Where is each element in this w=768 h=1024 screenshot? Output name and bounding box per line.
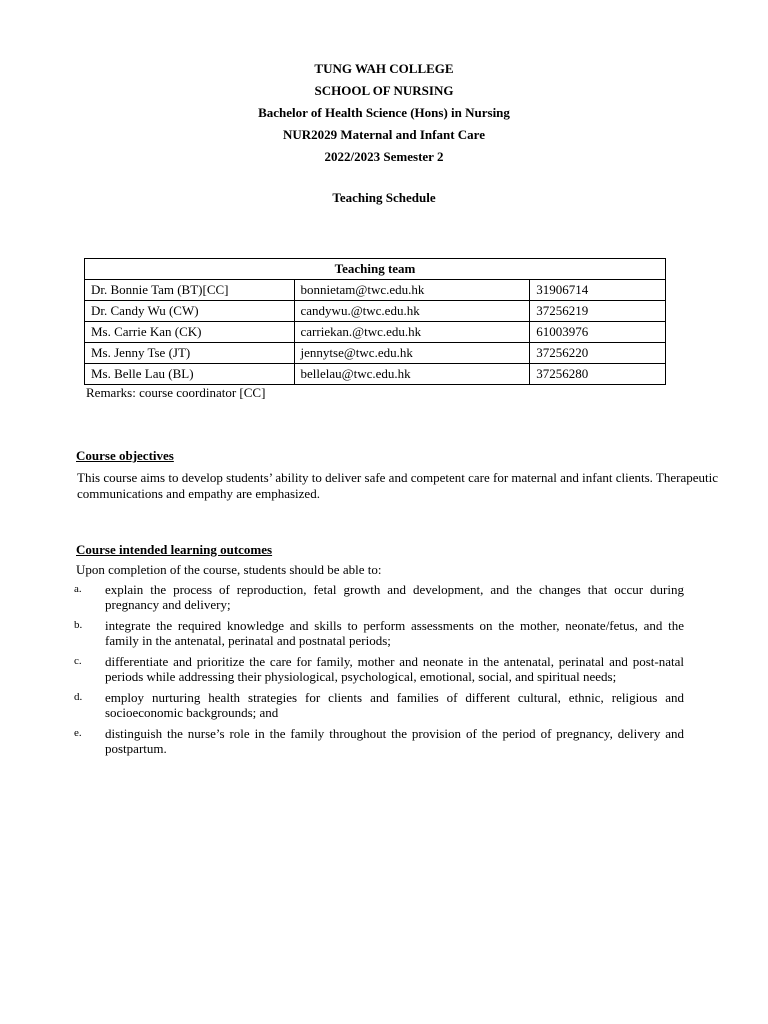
item-text: employ nurturing health strategies for clients and families of different cultural, ethnic, religious and socioeconomic backgrounds; and (105, 690, 684, 720)
teaching-team-table (84, 258, 666, 385)
member-email: carriekan.@twc.edu.hk (294, 322, 530, 343)
table-row (85, 343, 666, 364)
item-text: differentiate and prioritize the care for family, mother and neonate in the antenatal, perinatal and post-natal periods while addressing their physiological, psychological, emotional, social, and spiritual needs; (105, 654, 684, 684)
list-item (74, 690, 684, 720)
member-email: bellelau@twc.edu.hk (294, 364, 530, 385)
member-phone: 61003976 (530, 322, 666, 343)
outcomes-intro: Upon completion of the course, students should be able to: (76, 562, 382, 577)
list-item (74, 618, 684, 648)
member-phone: 37256220 (530, 343, 666, 364)
item-letter: e. (74, 727, 82, 739)
table-row (85, 301, 666, 322)
table-header-row (85, 259, 666, 280)
list-item (74, 582, 684, 612)
table-row (85, 364, 666, 385)
table-heading: Teaching team (85, 259, 666, 280)
member-email: jennytse@twc.edu.hk (294, 343, 530, 364)
member-name: Ms. Jenny Tse (JT) (85, 343, 295, 364)
item-letter: d. (74, 691, 83, 703)
semester-label: 2022/2023 Semester 2 (324, 149, 444, 164)
member-phone: 37256280 (530, 364, 666, 385)
member-name: Dr. Bonnie Tam (BT)[CC] (85, 280, 295, 301)
item-letter: a. (74, 583, 82, 595)
item-letter: c. (74, 655, 82, 667)
document-header (0, 58, 768, 168)
list-item (74, 654, 684, 684)
item-text: explain the process of reproduction, fetal growth and development, and the changes that occur during pregnancy and delivery; (105, 582, 684, 612)
outcomes-heading: Course intended learning outcomes (76, 542, 273, 557)
member-name: Dr. Candy Wu (CW) (85, 301, 295, 322)
table-remarks: Remarks: course coordinator [CC] (86, 385, 266, 400)
item-text: integrate the required knowledge and skills to perform assessments on the mother, neonate/fetus, and the family in the antenatal, perinatal and postnatal periods; (105, 618, 684, 648)
programme-name: Bachelor of Health Science (Hons) in Nursing (258, 105, 510, 120)
member-email: bonnietam@twc.edu.hk (294, 280, 530, 301)
member-name: Ms. Carrie Kan (CK) (85, 322, 295, 343)
table-row (85, 280, 666, 301)
outcomes-list (74, 582, 684, 762)
table-row (85, 322, 666, 343)
member-name: Ms. Belle Lau (BL) (85, 364, 295, 385)
course-name: NUR2029 Maternal and Infant Care (283, 127, 485, 142)
item-letter: b. (74, 619, 83, 631)
member-phone: 31906714 (530, 280, 666, 301)
member-email: candywu.@twc.edu.hk (294, 301, 530, 322)
college-name: TUNG WAH COLLEGE (314, 61, 454, 76)
item-text: distinguish the nurse’s role in the family throughout the provision of the period of pregnancy, delivery and postpartum. (105, 726, 684, 756)
member-phone: 37256219 (530, 301, 666, 322)
schedule-title: Teaching Schedule (332, 190, 436, 205)
objectives-text: This course aims to develop students’ ability to deliver safe and competent care for maternal and infant clients. Therapeutic communications and empathy are emphasized. (77, 470, 718, 501)
list-item (74, 726, 684, 756)
objectives-heading: Course objectives (76, 448, 174, 463)
school-name: SCHOOL OF NURSING (314, 83, 454, 98)
